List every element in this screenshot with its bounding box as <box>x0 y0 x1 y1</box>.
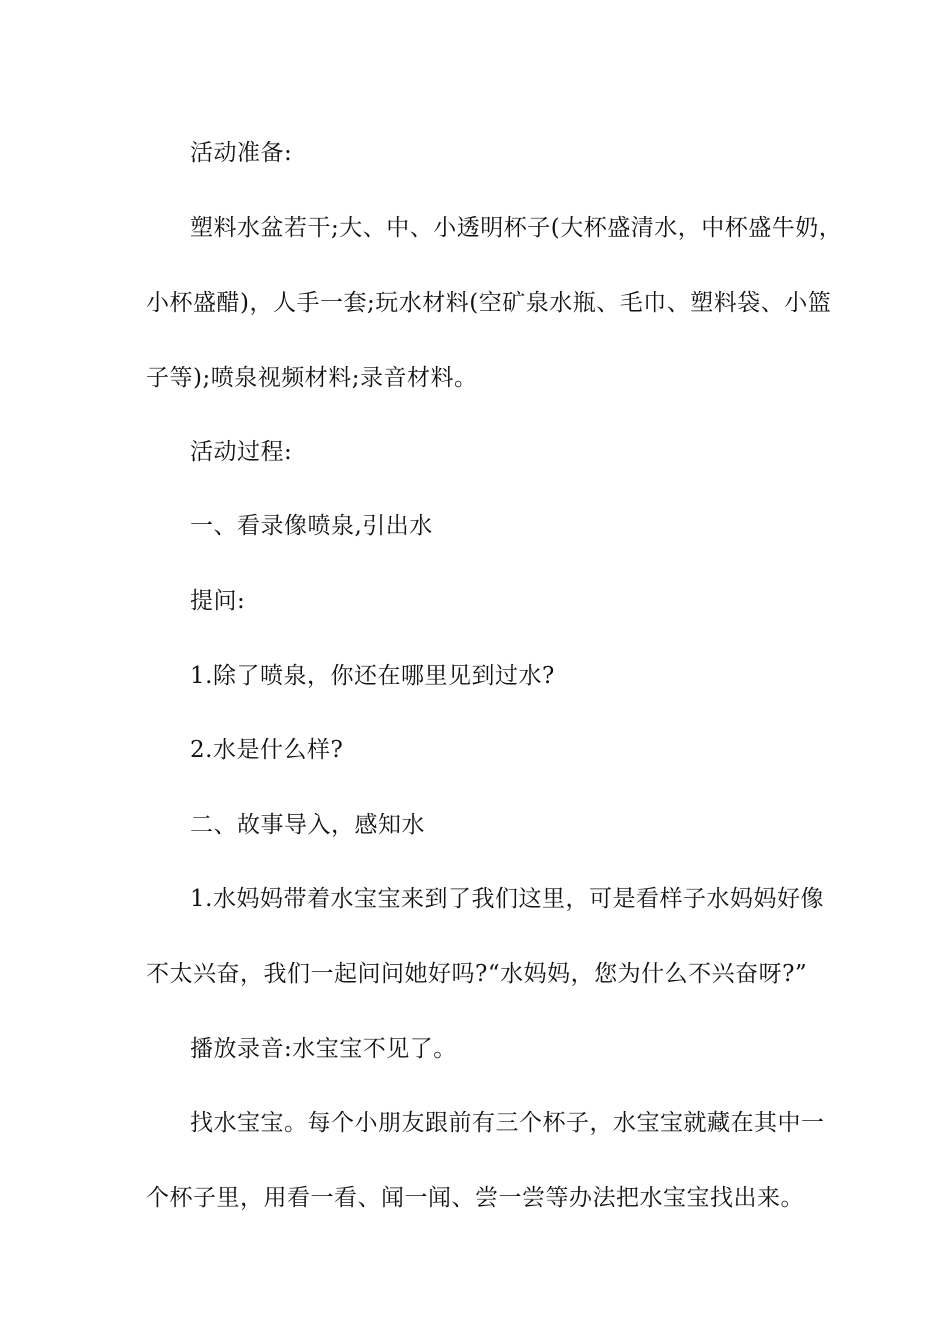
heading-activity-preparation: 活动准备: <box>190 140 293 166</box>
paragraph-line: 子等);喷泉视频材料;录音材料。 <box>146 365 478 391</box>
paragraph-line: 个杯子里，用看一看、闻一闻、尝一尝等办法把水宝宝找出来。 <box>146 1185 804 1211</box>
paragraph-line: 塑料水盆若干;大、中、小透明杯子(大杯盛清水，中杯盛牛奶， <box>190 215 843 241</box>
question-item-1: 1.除了喷泉，你还在哪里见到过水? <box>190 663 555 689</box>
paragraph-line: 播放录音:水宝宝不见了。 <box>190 1036 457 1062</box>
paragraph-line: 不太兴奋，我们一起问问她好吗?“水妈妈，您为什么不兴奋呀?” <box>146 961 808 987</box>
paragraph-line: 小杯盛醋)，人手一套;玩水材料(空矿泉水瓶、毛巾、塑料袋、小篮 <box>146 290 832 316</box>
section-heading-two: 二、故事导入，感知水 <box>190 812 425 838</box>
paragraph-line: 找水宝宝。每个小朋友跟前有三个杯子，水宝宝就藏在其中一 <box>190 1110 825 1136</box>
question-item-2: 2.水是什么样? <box>190 737 344 763</box>
heading-activity-process: 活动过程: <box>190 439 293 465</box>
question-label: 提问: <box>190 588 246 614</box>
section-heading-one: 一、看录像喷泉,引出水 <box>190 513 433 539</box>
paragraph-line: 1.水妈妈带着水宝宝来到了我们这里，可是看样子水妈妈好像 <box>190 886 824 912</box>
